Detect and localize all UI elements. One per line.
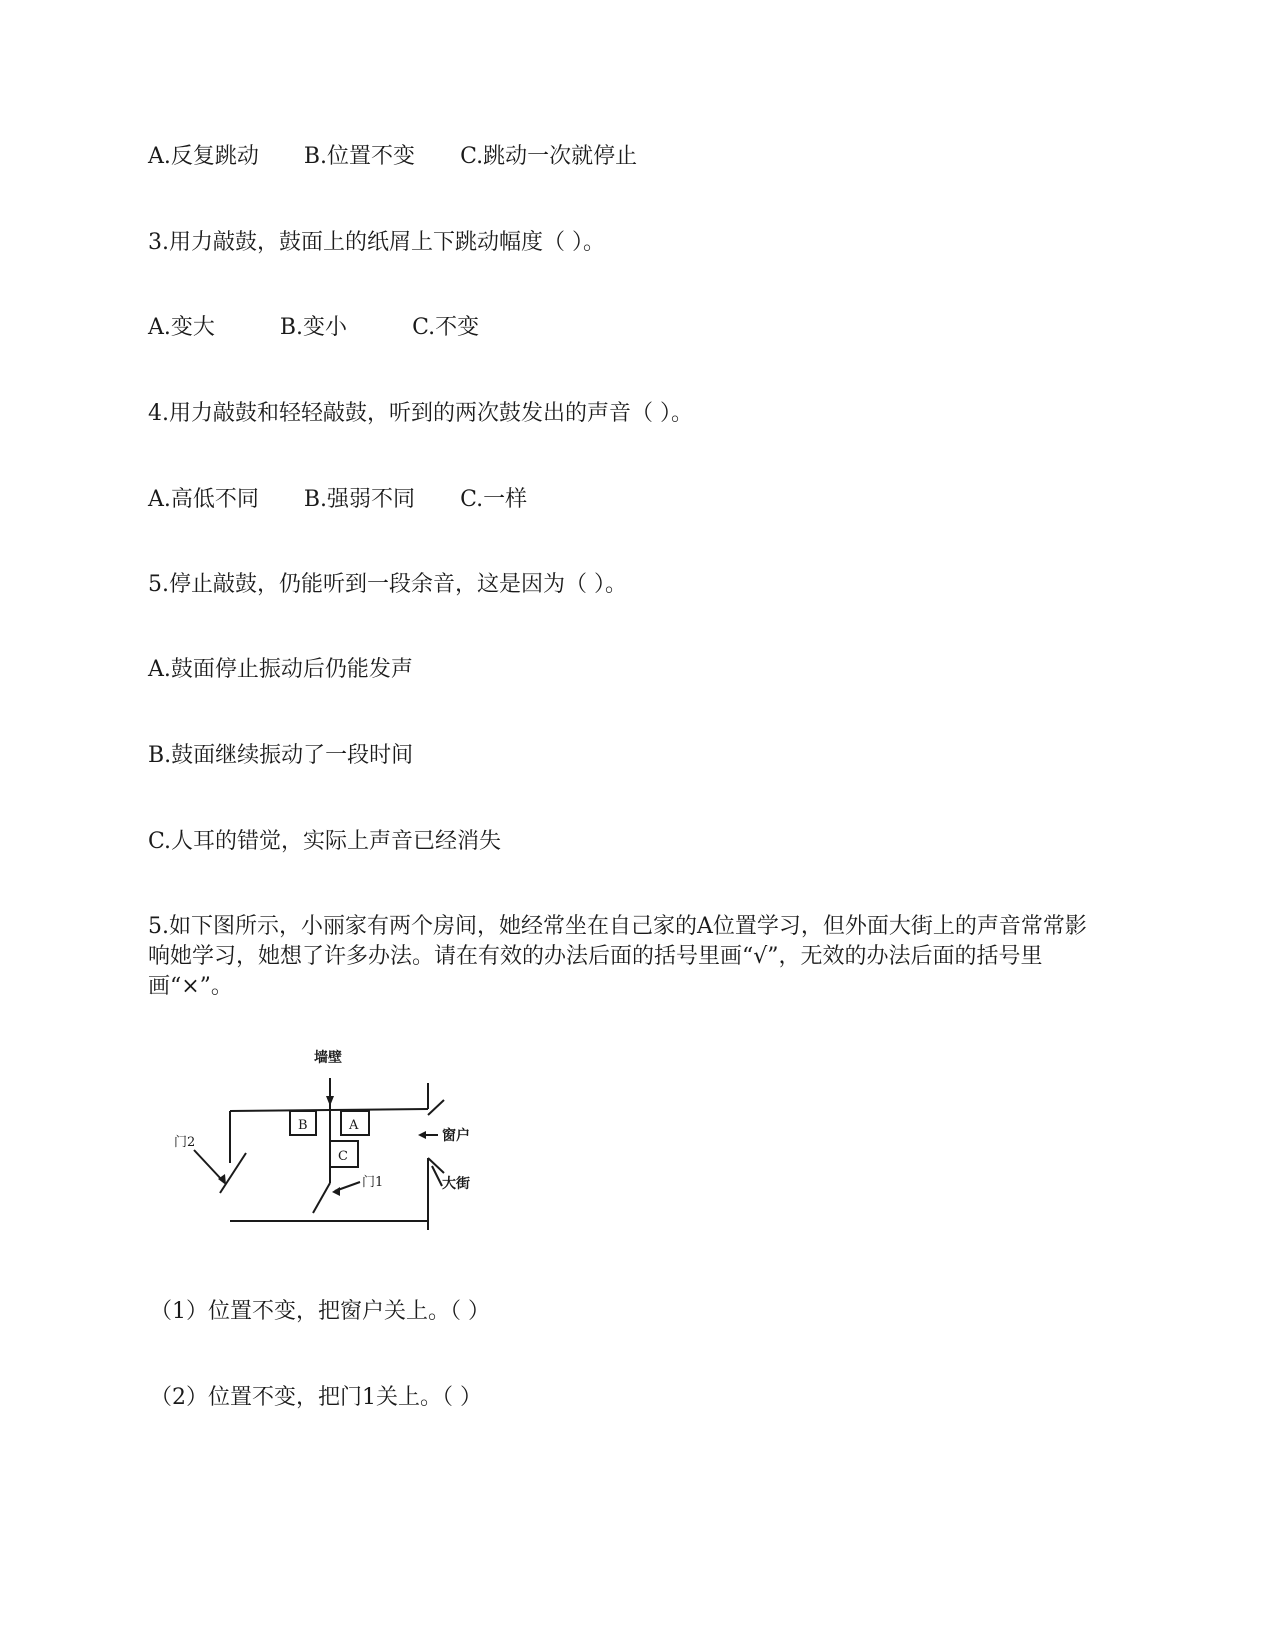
door2-pointer bbox=[194, 1150, 222, 1180]
wall-arrow-head bbox=[326, 1096, 334, 1106]
q3-option-a: A.变大 bbox=[148, 315, 215, 340]
q3-options bbox=[148, 313, 479, 343]
q2-options bbox=[148, 142, 637, 172]
floor-plan-diagram bbox=[170, 1048, 510, 1258]
q5a-option-a: A.鼓面停止振动后仍能发声 bbox=[148, 657, 413, 682]
q5a-option-b: B.鼓面继续振动了一段时间 bbox=[148, 743, 414, 768]
window-arrow-head bbox=[418, 1131, 426, 1139]
q2-option-b: B.位置不变 bbox=[303, 144, 416, 169]
wall-label: 墙壁 bbox=[314, 1050, 342, 1066]
q4-stem: 4.用力敲鼓和轻轻敲鼓，听到的两次鼓发出的声音（ ）。 bbox=[148, 401, 693, 426]
q4-option-b: B.强弱不同 bbox=[303, 487, 416, 512]
door1-label: 门1 bbox=[362, 1175, 384, 1190]
box-b-label: B bbox=[298, 1118, 308, 1133]
q4-options bbox=[148, 485, 527, 515]
door2-leaf bbox=[220, 1153, 246, 1193]
window-flap-bottom bbox=[428, 1158, 444, 1173]
q5a-stem: 5.停止敲鼓，仍能听到一段余音，这是因为（ ）。 bbox=[148, 572, 627, 597]
box-c-label: C bbox=[338, 1149, 348, 1164]
q4-option-c: C.一样 bbox=[460, 487, 528, 512]
box-a-label: A bbox=[349, 1118, 359, 1133]
door2-label: 门2 bbox=[174, 1135, 196, 1150]
q4-option-a: A.高低不同 bbox=[148, 487, 259, 512]
window-flap-top bbox=[428, 1100, 444, 1115]
q2-option-a: A.反复跳动 bbox=[148, 144, 259, 169]
q5b-stem: 5.如下图所示，小丽家有两个房间，她经常坐在自己家的A位置学习，但外面大街上的声音常常影响她学习，她想了许多办法。请在有效的办法后面的括号里画“√”，无效的办法后面的括号里画“×”。 bbox=[148, 914, 1087, 999]
door1-leaf bbox=[313, 1183, 330, 1213]
q3-option-b: B.变小 bbox=[279, 315, 348, 340]
q5b-item-2: （2）位置不变，把门1关上。（ ） bbox=[150, 1385, 482, 1410]
window-label: 窗户 bbox=[442, 1128, 470, 1144]
q3-option-c: C.不变 bbox=[412, 315, 480, 340]
street-label: 大街 bbox=[442, 1176, 470, 1192]
q5b-item-1: （1）位置不变，把窗户关上。（ ） bbox=[150, 1299, 490, 1324]
q5a-option-c: C.人耳的错觉，实际上声音已经消失 bbox=[148, 829, 502, 854]
door1-arrow-head bbox=[332, 1187, 340, 1196]
q2-option-c: C.跳动一次就停止 bbox=[460, 144, 638, 169]
q3-stem: 3.用力敲鼓，鼓面上的纸屑上下跳动幅度（ ）。 bbox=[148, 230, 605, 255]
